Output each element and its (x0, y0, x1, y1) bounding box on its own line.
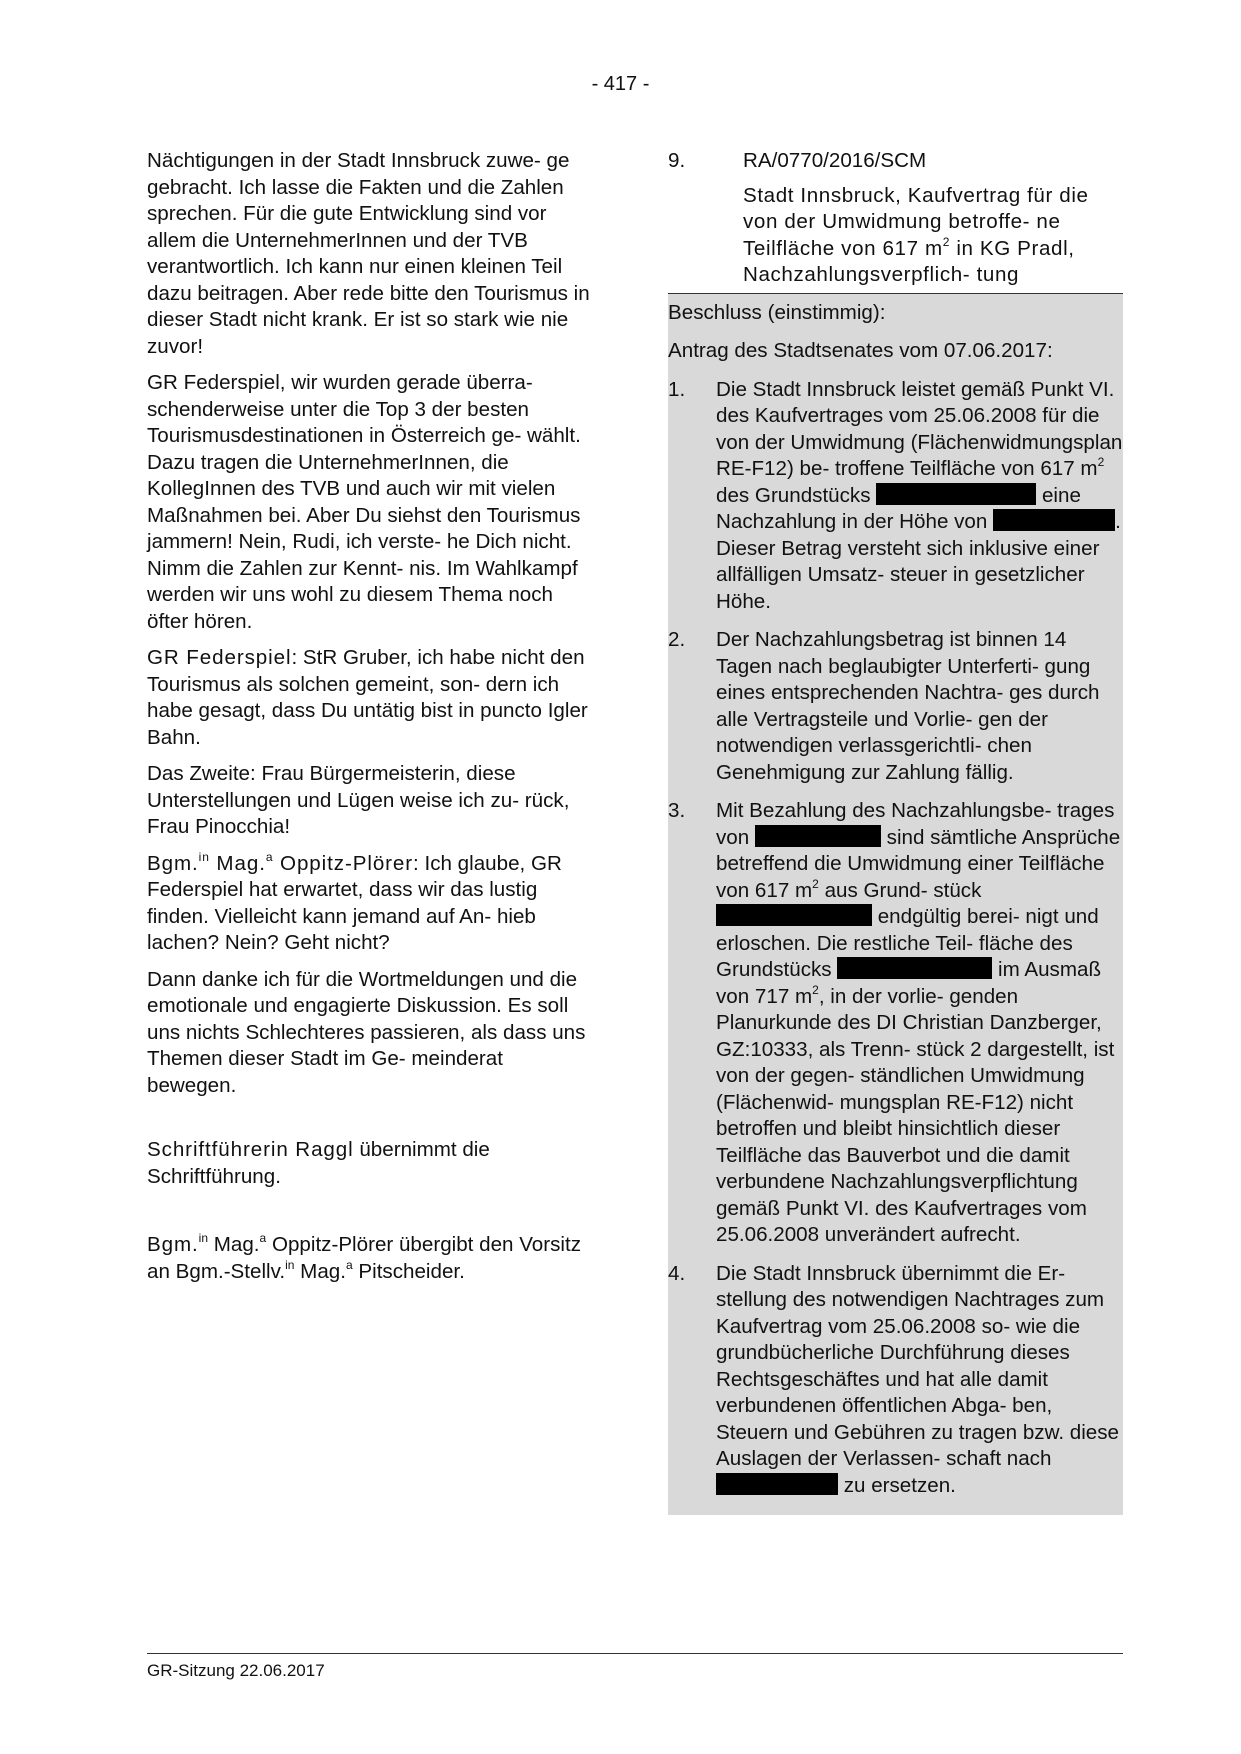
paragraph-7 (147, 1137, 592, 1190)
resolution-item-1 (668, 377, 1123, 616)
redaction-bar (876, 483, 1036, 505)
speaker-name: Schriftführerin Raggl (147, 1138, 354, 1161)
redaction-bar (837, 957, 992, 979)
speech-text: : StR Gruber, ich habe nicht den Tourismus als solchen gemeint, son- dern ich habe gesagt, dass Du untätig bist in puncto Igler Bahn. (147, 646, 588, 749)
agenda-item-code: RA/0770/2016/SCM (743, 149, 927, 172)
item-text: Der Nachzahlungsbetrag ist binnen 14 Tagen nach beglaubigter Unterferti- gung eines entsprechenden Nachtra- ges durch alle Vertragsteile und Vorlie- gen der notwendigen verlassgerichtli- chen Genehmigung zur Zahlung fällig. (716, 628, 1100, 784)
redaction-bar (716, 904, 872, 926)
item-text: Die Stadt Innsbruck leistet gemäß Punkt VI. des Kaufvertrages vom 25.06.2008 für die von der Umwidmung (Flächenwidmungsplan RE-F12) be- troffene Teilfläche von 617 $m^2$ des Grundstücks eine Nachzahlung in der Höhe von . Dieser Betrag versteht sich inklusive einer allfälligen Umsatz- steuer in gesetzlicher Höhe. (716, 377, 1123, 613)
paragraph-2: GR Federspiel, wir wurden gerade überra- schenderweise unter die Top 3 der besten Tourismusdestinationen in Österreich ge- wählt. Dazu tragen die UnternehmerInnen, die KollegInnen des TVB und auch wir mit vielen Maßnahmen bei. Aber Du siehst den Tourismus jammern! Nein, Rudi, ich verste- he Dich nicht. Nimm die Zahlen zur Kennt- nis. Im Wahlkampf werden wir uns wohl zu diesem Thema noch öfter hören. (147, 371, 581, 633)
agenda-item-header (668, 148, 1123, 175)
right-column (668, 148, 1123, 1515)
item-text: Die Stadt Innsbruck übernimmt die Er- stellung des notwendigen Nachtrages zum Kaufvertrag vom 25.06.2008 so- wie die grundbücherliche Durchführung dieses Rechtsgeschäftes und hat alle damit verbundenen öffentlichen Abga- ben, Steuern und Gebühren zu tragen bzw. diese Auslagen der Verlassen- schaft nach zu ersetzen. (716, 1261, 1119, 1497)
paragraph-4: Das Zweite: Frau Bürgermeisterin, diese Unterstellungen und Lügen weise ich zu- rück, Frau Pinocchia! (147, 762, 570, 838)
item-number: 2. (668, 628, 686, 651)
left-column (147, 148, 592, 1295)
paragraph-6: Dann danke ich für die Wortmeldungen und die emotionale und engagierte Diskussion. Es soll uns nichts Schlechteres passieren, als dass uns Themen dieser Stadt im Ge- meinderat bewegen. (147, 967, 586, 1097)
item-number: 4. (668, 1261, 686, 1285)
page-number: - 417 - (591, 73, 650, 95)
redaction-bar (993, 509, 1115, 531)
paragraph-3 (147, 645, 592, 751)
speech-text: : Ich glaube, GR Federspiel hat erwartet, dass wir das lustig finden. Vielleicht kann jemand auf An- hieb lachen? Nein? Geht nicht? (147, 851, 562, 954)
resolution-item-4 (668, 1261, 1123, 1500)
item-number: 3. (668, 799, 686, 822)
paragraph-5 (147, 851, 592, 957)
resolution-item-2 (668, 627, 1123, 786)
decision-label: Beschluss (einstimmig): (668, 300, 886, 324)
item-number: 1. (668, 377, 686, 401)
footer-text: GR-Sitzung 22.06.2017 (147, 1661, 325, 1680)
item-text: Mit Bezahlung des Nachzahlungsbe- trages von sind sämtliche Ansprüche betreffend die Umwidmung einer Teilfläche von 617 $m^2$ aus Grund- stück endgültig berei- nigt und erloschen. Die restliche Teil- fläche des Grundstücks im Ausmaß von 717 $m^2$, in der vorlie- genden Planurkunde des DI Christian Danzberger, GZ:10333, als Trenn- stück 2 dargestellt, ist von der gegen- ständlichen Umwidmung (Flächenwid- mungsplan RE-F12) nicht betroffen und bleibt hinsichtlich dieser Teilfläche das Bauverbot und die damit verbundene Nachzahlungsverpflichtung gemäß Punkt VI. des Kaufvertrages vom 25.06.2008 unverändert aufrecht. (716, 799, 1121, 1246)
speaker-name: Bgm.$^{in}$ Mag.$^a$ Oppitz-Plörer (147, 849, 414, 875)
resolution-box (668, 294, 1123, 1516)
statement-text: übernimmt die Schriftführung. (147, 1138, 490, 1188)
redaction-bar (716, 1473, 838, 1495)
redaction-bar (755, 825, 881, 847)
resolution-item-3 (668, 798, 1123, 1249)
footer-divider (147, 1653, 1123, 1654)
speaker-name: GR Federspiel (147, 646, 292, 669)
motion-label: Antrag des Stadtsenates vom 07.06.2017: (668, 339, 1053, 362)
agenda-item-number: 9. (668, 149, 686, 172)
paragraph-8: Bgm.$^{in}$ Mag.$^a$ Oppitz-Plörer übergibt den Vorsitz an Bgm.-Stellv.$^{in}$ Mag.$^a$ Pitscheider. (147, 1231, 581, 1283)
agenda-item-title: Stadt Innsbruck, Kaufvertrag für die von der Umwidmung betroffe- ne Teilfläche von 617 $m^2$ in KG Pradl, Nachzahlungsverpflich- tung (743, 183, 1089, 286)
paragraph-1: Nächtigungen in der Stadt Innsbruck zuwe- ge gebracht. Ich lasse die Fakten und die Zahlen sprechen. Für die gute Entwicklung sind vor allem die UnternehmerInnen und der TVB verantwortlich. Ich kann nur einen kleinen Teil dazu beitragen. Aber rede bitte den Tourismus in dieser Stadt nicht krank. Er ist so stark wie nie zuvor! (147, 149, 590, 358)
